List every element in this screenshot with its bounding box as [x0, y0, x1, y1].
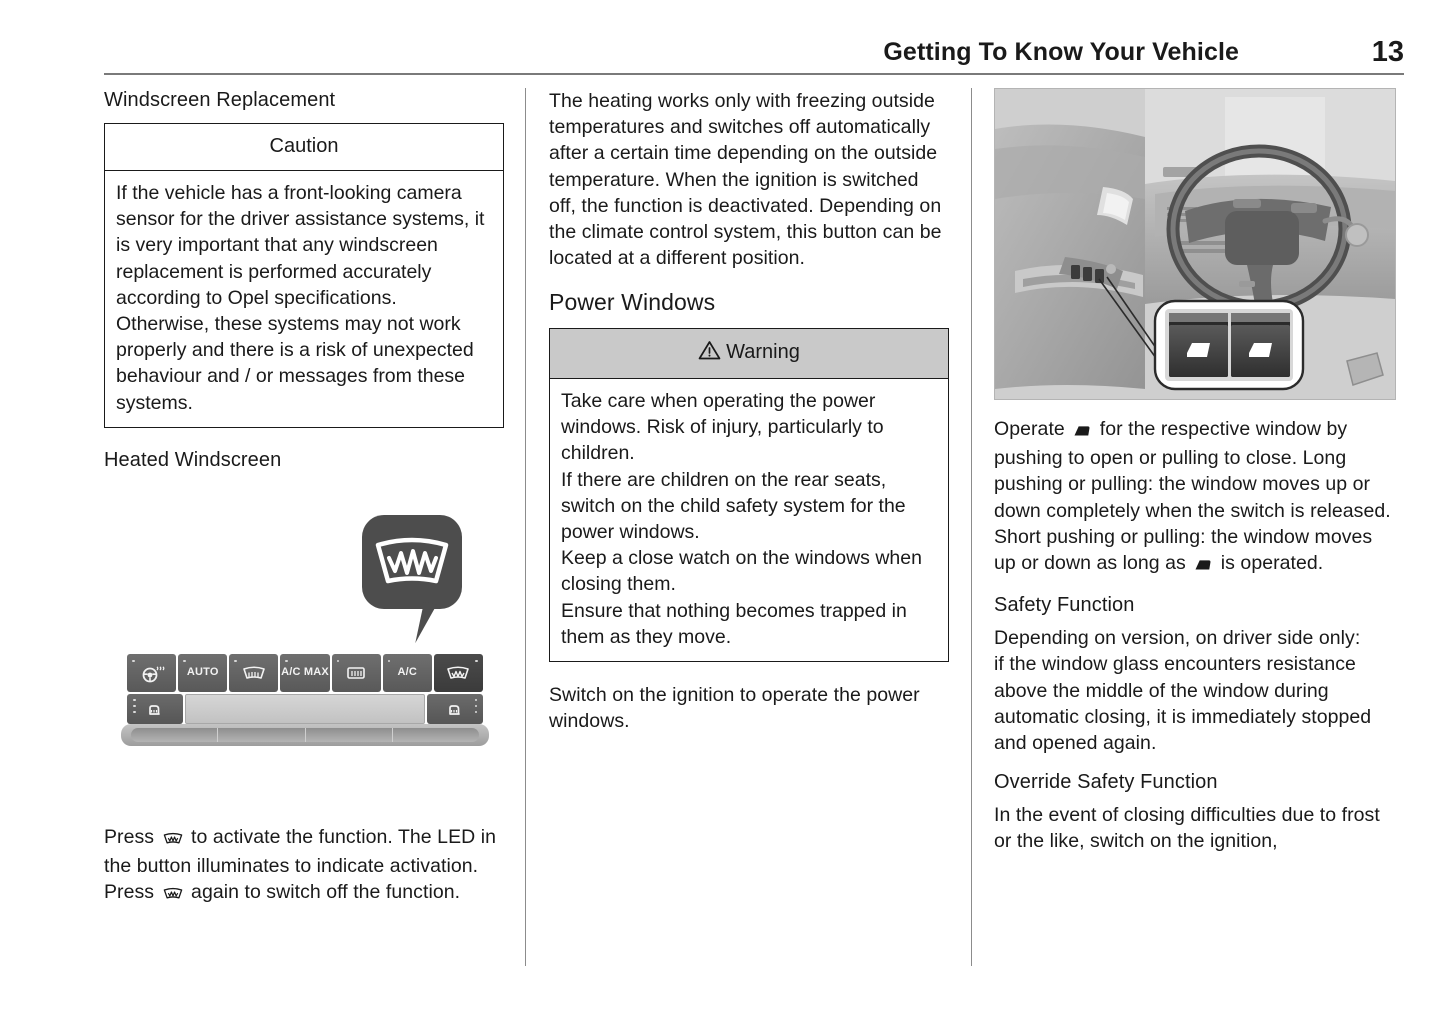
climate-panel-vents	[131, 728, 479, 742]
page-number: 13	[1371, 36, 1404, 68]
operate-text-part3: is operated.	[1220, 552, 1324, 575]
heated-windscreen-icon	[162, 882, 184, 908]
window-door-icon	[1193, 553, 1213, 579]
heated-windscreen-icon	[444, 663, 472, 683]
override-paragraph: In the event of closing difficulties due to frost or the like, switch on the ignition,	[994, 804, 1380, 853]
button-rear-defrost[interactable]	[332, 654, 381, 692]
warning-body-line-1: Take care when operating the power windows. Risk of injury, particularly to children.	[561, 390, 884, 465]
warning-label-row	[550, 329, 948, 379]
button-ac-label: A/C	[397, 666, 418, 679]
warning-label: Warning	[726, 341, 800, 364]
button-heated-steering-wheel[interactable]	[127, 654, 176, 692]
caution-body: If the vehicle has a front-looking camera sensor for the driver assistance systems, it is very important that any windscreen replacement is performed accurately according to Opel specifications. Otherwise, these systems may not work properly and there is a risk of unexpected behaviour and / or messages from these systems.	[116, 182, 485, 414]
heated-seat-icon	[442, 699, 468, 719]
heated-windscreen-callout-bubble	[362, 515, 462, 609]
header-divider-rule	[104, 73, 1404, 75]
button-heated-seat-right[interactable]	[427, 694, 483, 724]
heading-heated-windscreen: Heated Windscreen	[104, 448, 282, 471]
led-indicator	[183, 660, 186, 663]
rear-defrost-icon	[343, 663, 369, 683]
warning-body	[550, 379, 948, 661]
heated-windscreen-icon	[362, 515, 462, 609]
climate-panel-seat-row	[127, 694, 483, 724]
led-indicator	[475, 660, 478, 663]
heading-override-safety-function: Override Safety Function	[994, 771, 1218, 794]
heading-power-windows: Power Windows	[549, 289, 716, 316]
instructions-text-part3: again to switch off the function.	[191, 881, 461, 904]
right-column	[994, 88, 1394, 855]
warning-body-line-4: Ensure that nothing becomes trapped in them as they move.	[561, 599, 907, 648]
led-indicator	[285, 660, 288, 663]
caution-label: Caution	[105, 124, 503, 171]
led-indicator-group	[133, 699, 136, 714]
column-divider-right	[971, 88, 972, 966]
instructions-text-part1: Press	[104, 825, 155, 848]
instructions-text-part2: to activate the function. The LED in the button illuminates to indicate activation. Press	[104, 825, 497, 904]
interior-illustration	[995, 89, 1395, 399]
warning-triangle-icon	[698, 340, 721, 366]
button-auto[interactable]	[178, 654, 227, 692]
led-indicator	[337, 660, 340, 663]
window-door-icon	[1072, 419, 1092, 445]
button-heated-seat-left[interactable]	[127, 694, 183, 724]
operate-text-part2: for the respective window by pushing to open or pulling to close. Long pushing or pulling: the window moves up or down completely when the switch is released. Short pushing or pulling: the window moves up or down as long as	[994, 418, 1391, 575]
heated-windscreen-icon	[162, 827, 184, 853]
operate-text-part1: Operate	[994, 418, 1065, 440]
button-ac-max[interactable]	[280, 654, 329, 692]
climate-panel-base	[121, 724, 489, 746]
left-column	[104, 88, 504, 908]
safety-paragraph-1: Depending on version, on driver side only:	[994, 627, 1361, 650]
window-switch-callout	[1155, 301, 1303, 389]
button-ac-max-label: A/C MAX	[281, 666, 329, 679]
climate-panel-display	[185, 694, 425, 724]
warning-box	[549, 328, 949, 662]
vehicle-interior-photo	[994, 88, 1396, 400]
led-indicator-group	[475, 699, 478, 714]
page-title: Getting To Know Your Vehicle	[883, 38, 1239, 66]
heated-seat-icon	[142, 699, 168, 719]
led-indicator	[132, 660, 135, 663]
button-ac[interactable]	[383, 654, 432, 692]
button-heated-windscreen[interactable]	[434, 654, 483, 692]
climate-panel	[121, 654, 489, 746]
button-auto-label: AUTO	[186, 666, 219, 679]
heated-windscreen-instructions	[104, 824, 504, 909]
climate-control-panel-figure	[104, 514, 504, 814]
heating-paragraph: The heating works only with freezing outside temperatures and switches off automatically after a certain time depending on the outside temperature. When the ignition is switched off, the function is deactivated. Depending on the climate control system, this button can be located at a different position.	[549, 90, 942, 270]
led-indicator	[388, 660, 391, 663]
button-front-defrost[interactable]	[229, 654, 278, 692]
heading-safety-function: Safety Function	[994, 594, 1135, 617]
ignition-paragraph: Switch on the ignition to operate the power windows.	[549, 684, 920, 733]
middle-column	[549, 88, 949, 734]
warning-body-line-2: If there are children on the rear seats, switch on the child safety system for the power windows.	[561, 468, 906, 544]
caution-box	[104, 123, 504, 428]
column-divider-left	[525, 88, 526, 966]
heading-windscreen-replacement: Windscreen Replacement	[104, 89, 336, 111]
front-defrost-icon	[240, 663, 268, 683]
safety-paragraph-2: if the window glass encounters resistance above the middle of the window during automatic closing, it is immediately stopped and opened again.	[994, 653, 1372, 755]
page-header	[104, 38, 1404, 76]
steering-wheel-heat-icon	[139, 663, 165, 683]
led-indicator	[234, 660, 237, 663]
warning-body-line-3: Keep a close watch on the windows when closing them.	[561, 547, 922, 596]
climate-panel-button-row	[127, 654, 483, 692]
operate-paragraph	[994, 416, 1394, 579]
